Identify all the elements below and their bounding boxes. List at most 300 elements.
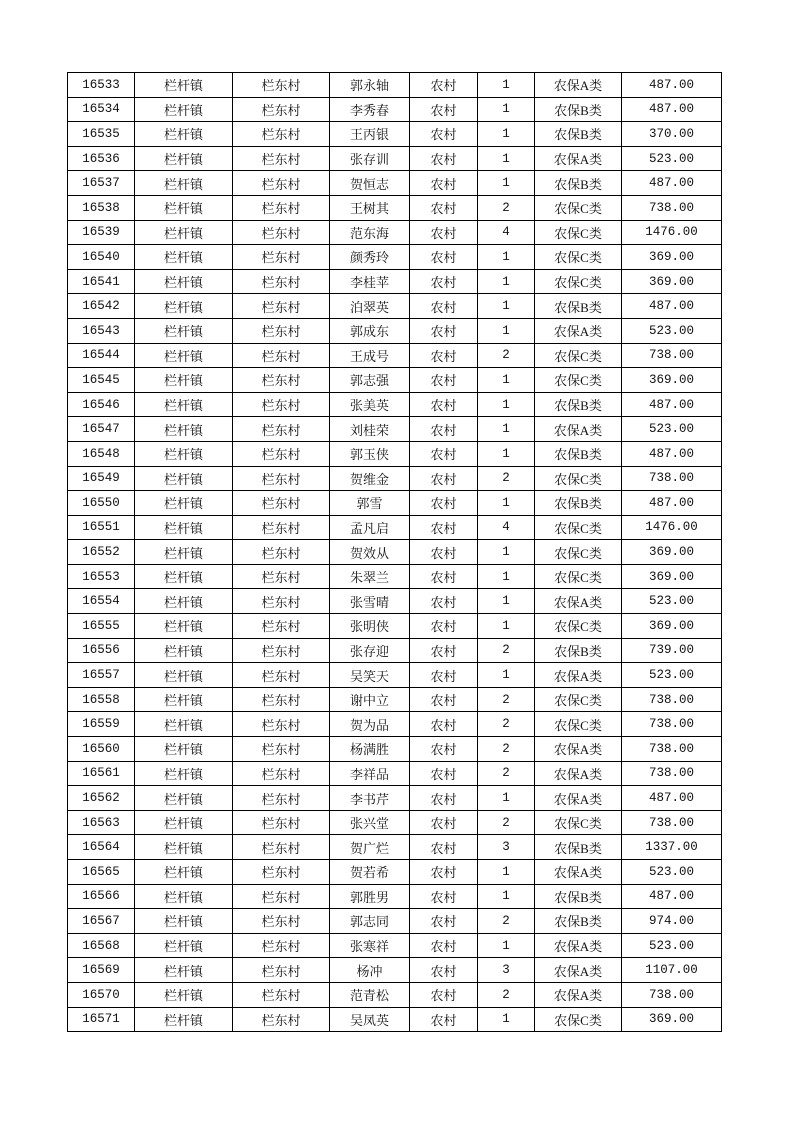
record-id-cell: 16554 [68, 589, 135, 614]
village-cell: 栏东村 [233, 835, 330, 860]
name-cell: 张寒祥 [330, 933, 410, 958]
insurance-category-cell: 农保C类 [535, 1007, 622, 1032]
amount-cell: 487.00 [622, 171, 722, 196]
town-cell: 栏杆镇 [135, 933, 233, 958]
name-cell: 刘桂荣 [330, 417, 410, 442]
village-cell: 栏东村 [233, 909, 330, 934]
name-cell: 王成号 [330, 343, 410, 368]
table-body [68, 73, 722, 1032]
table-row [68, 540, 722, 565]
town-cell: 栏杆镇 [135, 589, 233, 614]
town-cell: 栏杆镇 [135, 343, 233, 368]
household-type-cell: 农村 [410, 441, 478, 466]
name-cell: 杨满胜 [330, 737, 410, 762]
record-id-cell: 16565 [68, 860, 135, 885]
household-type-cell: 农村 [410, 737, 478, 762]
town-cell: 栏杆镇 [135, 466, 233, 491]
insurance-category-cell: 农保B类 [535, 294, 622, 319]
member-count-cell: 1 [478, 122, 535, 147]
member-count-cell: 1 [478, 1007, 535, 1032]
name-cell: 贺维金 [330, 466, 410, 491]
record-id-cell: 16564 [68, 835, 135, 860]
village-cell: 栏东村 [233, 663, 330, 688]
town-cell: 栏杆镇 [135, 146, 233, 171]
name-cell: 张明侠 [330, 614, 410, 639]
village-cell: 栏东村 [233, 441, 330, 466]
member-count-cell: 1 [478, 614, 535, 639]
name-cell: 谢中立 [330, 687, 410, 712]
record-id-cell: 16544 [68, 343, 135, 368]
household-type-cell: 农村 [410, 146, 478, 171]
town-cell: 栏杆镇 [135, 614, 233, 639]
amount-cell: 487.00 [622, 97, 722, 122]
amount-cell: 523.00 [622, 589, 722, 614]
town-cell: 栏杆镇 [135, 761, 233, 786]
insurance-category-cell: 农保C类 [535, 712, 622, 737]
amount-cell: 369.00 [622, 245, 722, 270]
village-cell: 栏东村 [233, 712, 330, 737]
household-type-cell: 农村 [410, 638, 478, 663]
record-id-cell: 16550 [68, 491, 135, 516]
name-cell: 范青松 [330, 982, 410, 1007]
member-count-cell: 3 [478, 835, 535, 860]
member-count-cell: 2 [478, 810, 535, 835]
member-count-cell: 1 [478, 318, 535, 343]
amount-cell: 487.00 [622, 392, 722, 417]
insurance-category-cell: 农保B类 [535, 835, 622, 860]
amount-cell: 523.00 [622, 860, 722, 885]
insurance-category-cell: 农保A类 [535, 982, 622, 1007]
name-cell: 王树其 [330, 195, 410, 220]
table-row [68, 368, 722, 393]
member-count-cell: 1 [478, 540, 535, 565]
table-row [68, 515, 722, 540]
household-type-cell: 农村 [410, 466, 478, 491]
insurance-category-cell: 农保A类 [535, 933, 622, 958]
name-cell: 杨冲 [330, 958, 410, 983]
record-id-cell: 16535 [68, 122, 135, 147]
record-id-cell: 16549 [68, 466, 135, 491]
record-id-cell: 16566 [68, 884, 135, 909]
insurance-category-cell: 农保A类 [535, 761, 622, 786]
record-id-cell: 16561 [68, 761, 135, 786]
town-cell: 栏杆镇 [135, 712, 233, 737]
town-cell: 栏杆镇 [135, 171, 233, 196]
name-cell: 郭胜男 [330, 884, 410, 909]
village-cell: 栏东村 [233, 737, 330, 762]
household-type-cell: 农村 [410, 712, 478, 737]
table-row [68, 712, 722, 737]
insurance-category-cell: 农保C类 [535, 515, 622, 540]
member-count-cell: 2 [478, 737, 535, 762]
village-cell: 栏东村 [233, 761, 330, 786]
amount-cell: 1337.00 [622, 835, 722, 860]
record-id-cell: 16562 [68, 786, 135, 811]
town-cell: 栏杆镇 [135, 294, 233, 319]
member-count-cell: 2 [478, 909, 535, 934]
member-count-cell: 2 [478, 687, 535, 712]
name-cell: 张美英 [330, 392, 410, 417]
town-cell: 栏杆镇 [135, 122, 233, 147]
town-cell: 栏杆镇 [135, 269, 233, 294]
member-count-cell: 2 [478, 638, 535, 663]
insurance-category-cell: 农保C类 [535, 614, 622, 639]
household-type-cell: 农村 [410, 687, 478, 712]
member-count-cell: 1 [478, 368, 535, 393]
name-cell: 贺广烂 [330, 835, 410, 860]
name-cell: 吴笑天 [330, 663, 410, 688]
insurance-category-cell: 农保B类 [535, 122, 622, 147]
table-row [68, 171, 722, 196]
name-cell: 颜秀玲 [330, 245, 410, 270]
name-cell: 贺恒志 [330, 171, 410, 196]
amount-cell: 523.00 [622, 933, 722, 958]
amount-cell: 1476.00 [622, 220, 722, 245]
table-row [68, 737, 722, 762]
member-count-cell: 1 [478, 933, 535, 958]
village-cell: 栏东村 [233, 614, 330, 639]
village-cell: 栏东村 [233, 73, 330, 98]
amount-cell: 523.00 [622, 146, 722, 171]
household-type-cell: 农村 [410, 245, 478, 270]
town-cell: 栏杆镇 [135, 884, 233, 909]
village-cell: 栏东村 [233, 220, 330, 245]
insurance-category-cell: 农保B类 [535, 392, 622, 417]
table-row [68, 122, 722, 147]
household-type-cell: 农村 [410, 810, 478, 835]
table-row [68, 73, 722, 98]
name-cell: 王丙银 [330, 122, 410, 147]
amount-cell: 369.00 [622, 269, 722, 294]
member-count-cell: 4 [478, 515, 535, 540]
insurance-category-cell: 农保C类 [535, 466, 622, 491]
village-cell: 栏东村 [233, 786, 330, 811]
insurance-category-cell: 农保C类 [535, 368, 622, 393]
member-count-cell: 1 [478, 786, 535, 811]
village-cell: 栏东村 [233, 884, 330, 909]
amount-cell: 738.00 [622, 343, 722, 368]
insurance-category-cell: 农保B类 [535, 884, 622, 909]
village-cell: 栏东村 [233, 540, 330, 565]
member-count-cell: 1 [478, 491, 535, 516]
village-cell: 栏东村 [233, 97, 330, 122]
town-cell: 栏杆镇 [135, 1007, 233, 1032]
member-count-cell: 1 [478, 860, 535, 885]
amount-cell: 738.00 [622, 810, 722, 835]
member-count-cell: 3 [478, 958, 535, 983]
town-cell: 栏杆镇 [135, 909, 233, 934]
record-id-cell: 16543 [68, 318, 135, 343]
amount-cell: 974.00 [622, 909, 722, 934]
table-row [68, 761, 722, 786]
amount-cell: 739.00 [622, 638, 722, 663]
amount-cell: 1107.00 [622, 958, 722, 983]
record-id-cell: 16568 [68, 933, 135, 958]
table-row [68, 441, 722, 466]
town-cell: 栏杆镇 [135, 195, 233, 220]
table-row [68, 835, 722, 860]
member-count-cell: 1 [478, 589, 535, 614]
insurance-category-cell: 农保A类 [535, 786, 622, 811]
town-cell: 栏杆镇 [135, 982, 233, 1007]
insurance-category-cell: 农保C类 [535, 687, 622, 712]
amount-cell: 738.00 [622, 466, 722, 491]
record-id-cell: 16533 [68, 73, 135, 98]
household-type-cell: 农村 [410, 786, 478, 811]
record-id-cell: 16552 [68, 540, 135, 565]
member-count-cell: 1 [478, 441, 535, 466]
household-type-cell: 农村 [410, 663, 478, 688]
name-cell: 范东海 [330, 220, 410, 245]
table-row [68, 220, 722, 245]
name-cell: 孟凡启 [330, 515, 410, 540]
household-type-cell: 农村 [410, 269, 478, 294]
village-cell: 栏东村 [233, 146, 330, 171]
household-type-cell: 农村 [410, 1007, 478, 1032]
town-cell: 栏杆镇 [135, 491, 233, 516]
table-row [68, 318, 722, 343]
insurance-category-cell: 农保C类 [535, 195, 622, 220]
insurance-category-cell: 农保C类 [535, 343, 622, 368]
town-cell: 栏杆镇 [135, 786, 233, 811]
table-row [68, 810, 722, 835]
record-id-cell: 16559 [68, 712, 135, 737]
amount-cell: 370.00 [622, 122, 722, 147]
town-cell: 栏杆镇 [135, 810, 233, 835]
insurance-category-cell: 农保A类 [535, 318, 622, 343]
village-cell: 栏东村 [233, 269, 330, 294]
household-type-cell: 农村 [410, 614, 478, 639]
name-cell: 李祥品 [330, 761, 410, 786]
amount-cell: 738.00 [622, 712, 722, 737]
insurance-category-cell: 农保C类 [535, 220, 622, 245]
town-cell: 栏杆镇 [135, 860, 233, 885]
insurance-category-cell: 农保B类 [535, 97, 622, 122]
member-count-cell: 2 [478, 982, 535, 1007]
record-id-cell: 16570 [68, 982, 135, 1007]
member-count-cell: 1 [478, 884, 535, 909]
name-cell: 贺效从 [330, 540, 410, 565]
village-cell: 栏东村 [233, 343, 330, 368]
name-cell: 贺为品 [330, 712, 410, 737]
member-count-cell: 1 [478, 171, 535, 196]
name-cell: 李书芹 [330, 786, 410, 811]
member-count-cell: 2 [478, 761, 535, 786]
record-id-cell: 16541 [68, 269, 135, 294]
member-count-cell: 1 [478, 97, 535, 122]
member-count-cell: 1 [478, 663, 535, 688]
village-cell: 栏东村 [233, 245, 330, 270]
village-cell: 栏东村 [233, 318, 330, 343]
town-cell: 栏杆镇 [135, 835, 233, 860]
village-cell: 栏东村 [233, 933, 330, 958]
amount-cell: 523.00 [622, 663, 722, 688]
table-row [68, 1007, 722, 1032]
amount-cell: 738.00 [622, 687, 722, 712]
insurance-category-cell: 农保B类 [535, 441, 622, 466]
member-count-cell: 1 [478, 269, 535, 294]
town-cell: 栏杆镇 [135, 220, 233, 245]
insurance-category-cell: 农保A类 [535, 860, 622, 885]
insurance-category-cell: 农保B类 [535, 909, 622, 934]
town-cell: 栏杆镇 [135, 638, 233, 663]
town-cell: 栏杆镇 [135, 540, 233, 565]
insurance-category-cell: 农保C类 [535, 540, 622, 565]
member-count-cell: 2 [478, 712, 535, 737]
table-row [68, 146, 722, 171]
town-cell: 栏杆镇 [135, 663, 233, 688]
insurance-category-cell: 农保C类 [535, 564, 622, 589]
name-cell: 张雪晴 [330, 589, 410, 614]
household-type-cell: 农村 [410, 343, 478, 368]
amount-cell: 738.00 [622, 761, 722, 786]
household-type-cell: 农村 [410, 368, 478, 393]
member-count-cell: 1 [478, 73, 535, 98]
member-count-cell: 1 [478, 294, 535, 319]
table-row [68, 958, 722, 983]
household-type-cell: 农村 [410, 540, 478, 565]
table-row [68, 491, 722, 516]
record-id-cell: 16563 [68, 810, 135, 835]
town-cell: 栏杆镇 [135, 368, 233, 393]
table-row [68, 417, 722, 442]
household-type-cell: 农村 [410, 318, 478, 343]
record-id-cell: 16567 [68, 909, 135, 934]
amount-cell: 738.00 [622, 195, 722, 220]
table-row [68, 786, 722, 811]
record-id-cell: 16556 [68, 638, 135, 663]
town-cell: 栏杆镇 [135, 73, 233, 98]
table-row [68, 466, 722, 491]
village-cell: 栏东村 [233, 294, 330, 319]
member-count-cell: 1 [478, 417, 535, 442]
amount-cell: 369.00 [622, 540, 722, 565]
record-id-cell: 16557 [68, 663, 135, 688]
record-id-cell: 16537 [68, 171, 135, 196]
table-row [68, 195, 722, 220]
household-type-cell: 农村 [410, 73, 478, 98]
household-type-cell: 农村 [410, 392, 478, 417]
name-cell: 郭雪 [330, 491, 410, 516]
town-cell: 栏杆镇 [135, 245, 233, 270]
insurance-category-cell: 农保A类 [535, 73, 622, 98]
village-cell: 栏东村 [233, 589, 330, 614]
name-cell: 李桂苹 [330, 269, 410, 294]
record-id-cell: 16548 [68, 441, 135, 466]
household-type-cell: 农村 [410, 294, 478, 319]
table-row [68, 97, 722, 122]
table-row [68, 663, 722, 688]
table-row [68, 343, 722, 368]
amount-cell: 487.00 [622, 491, 722, 516]
village-cell: 栏东村 [233, 368, 330, 393]
household-type-cell: 农村 [410, 761, 478, 786]
town-cell: 栏杆镇 [135, 97, 233, 122]
amount-cell: 523.00 [622, 417, 722, 442]
record-id-cell: 16551 [68, 515, 135, 540]
name-cell: 朱翠兰 [330, 564, 410, 589]
record-id-cell: 16546 [68, 392, 135, 417]
record-id-cell: 16547 [68, 417, 135, 442]
town-cell: 栏杆镇 [135, 392, 233, 417]
town-cell: 栏杆镇 [135, 958, 233, 983]
village-cell: 栏东村 [233, 982, 330, 1007]
household-type-cell: 农村 [410, 564, 478, 589]
name-cell: 李秀春 [330, 97, 410, 122]
record-id-cell: 16542 [68, 294, 135, 319]
record-id-cell: 16555 [68, 614, 135, 639]
household-type-cell: 农村 [410, 220, 478, 245]
amount-cell: 487.00 [622, 786, 722, 811]
insurance-category-cell: 农保A类 [535, 589, 622, 614]
household-type-cell: 农村 [410, 835, 478, 860]
member-count-cell: 1 [478, 564, 535, 589]
member-count-cell: 2 [478, 343, 535, 368]
town-cell: 栏杆镇 [135, 417, 233, 442]
town-cell: 栏杆镇 [135, 441, 233, 466]
record-id-cell: 16540 [68, 245, 135, 270]
village-cell: 栏东村 [233, 122, 330, 147]
insurance-category-cell: 农保A类 [535, 146, 622, 171]
member-count-cell: 1 [478, 392, 535, 417]
table-row [68, 245, 722, 270]
insurance-category-cell: 农保A类 [535, 663, 622, 688]
member-count-cell: 4 [478, 220, 535, 245]
member-count-cell: 2 [478, 195, 535, 220]
record-id-cell: 16538 [68, 195, 135, 220]
household-type-cell: 农村 [410, 171, 478, 196]
table-row [68, 614, 722, 639]
village-cell: 栏东村 [233, 392, 330, 417]
household-type-cell: 农村 [410, 97, 478, 122]
village-cell: 栏东村 [233, 515, 330, 540]
insurance-category-cell: 农保B类 [535, 491, 622, 516]
amount-cell: 1476.00 [622, 515, 722, 540]
household-type-cell: 农村 [410, 909, 478, 934]
amount-cell: 487.00 [622, 441, 722, 466]
village-cell: 栏东村 [233, 564, 330, 589]
household-type-cell: 农村 [410, 884, 478, 909]
household-type-cell: 农村 [410, 515, 478, 540]
town-cell: 栏杆镇 [135, 515, 233, 540]
village-cell: 栏东村 [233, 417, 330, 442]
name-cell: 郭志同 [330, 909, 410, 934]
town-cell: 栏杆镇 [135, 564, 233, 589]
village-cell: 栏东村 [233, 958, 330, 983]
amount-cell: 369.00 [622, 564, 722, 589]
benefit-table [67, 72, 722, 1032]
town-cell: 栏杆镇 [135, 737, 233, 762]
amount-cell: 487.00 [622, 294, 722, 319]
table-row [68, 564, 722, 589]
village-cell: 栏东村 [233, 1007, 330, 1032]
table-row [68, 589, 722, 614]
amount-cell: 487.00 [622, 884, 722, 909]
insurance-category-cell: 农保A类 [535, 417, 622, 442]
name-cell: 郭成东 [330, 318, 410, 343]
record-id-cell: 16569 [68, 958, 135, 983]
household-type-cell: 农村 [410, 958, 478, 983]
name-cell: 郭志强 [330, 368, 410, 393]
table-row [68, 982, 722, 1007]
name-cell: 张存迎 [330, 638, 410, 663]
village-cell: 栏东村 [233, 687, 330, 712]
record-id-cell: 16534 [68, 97, 135, 122]
household-type-cell: 农村 [410, 122, 478, 147]
name-cell: 张存训 [330, 146, 410, 171]
household-type-cell: 农村 [410, 933, 478, 958]
town-cell: 栏杆镇 [135, 318, 233, 343]
